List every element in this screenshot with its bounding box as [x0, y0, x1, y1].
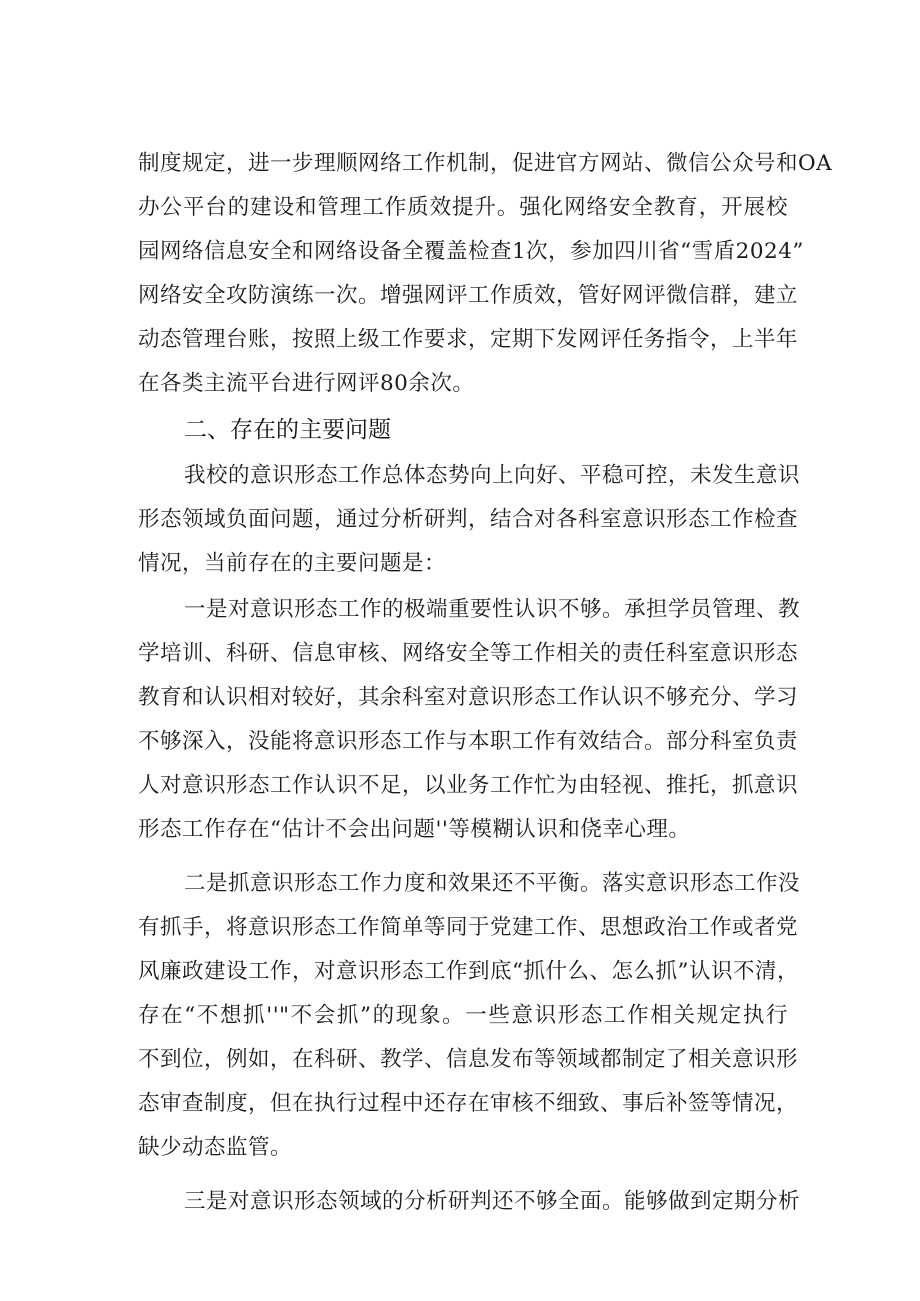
paragraph-line: 制度规定，进一步理顺网络工作机制，促进官方网站、微信公众号和OA: [138, 151, 833, 176]
paragraph-line: 有抓手，将意识形态工作简单等同于党建工作、思想政治工作或者党: [138, 915, 799, 940]
paragraph-line: 一是对意识形态工作的极端重要性认识不够。承担学员管理、教: [184, 597, 801, 622]
paragraph-line: 办公平台的建设和管理工作质效提升。强化网络安全教育，开展校: [138, 195, 788, 220]
paragraph-line: 态审查制度，但在执行过程中还存在审核不细致、事后补签等情况，: [138, 1091, 799, 1116]
section-heading: 二、存在的主要问题: [184, 417, 391, 443]
paragraph-line: 在各类主流平台进行网评80余次。: [138, 371, 475, 396]
paragraph-line: 我校的意识形态工作总体态势向上向好、平稳可控，未发生意识: [184, 463, 801, 488]
paragraph-line: 人对意识形态工作认识不足，以业务工作忙为由轻视、推托，抓意识: [138, 773, 799, 798]
paragraph-line: 不到位，例如，在科研、教学、信息发布等领域都制定了相关意识形: [138, 1047, 799, 1072]
paragraph-line: 存在“不想抓''"不会抓”的现象。一些意识形态工作相关规定执行: [138, 1003, 788, 1028]
paragraph-line: 三是对意识形态领域的分析研判还不够全面。能够做到定期分析: [184, 1189, 801, 1214]
paragraph-line: 不够深入，没能将意识形态工作与本职工作有效结合。部分科室负责: [138, 729, 799, 754]
paragraph-line: 二是抓意识形态工作力度和效果还不平衡。落实意识形态工作没: [184, 871, 801, 896]
paragraph-line: 形态工作存在“估计不会出问题''等模糊认识和侥幸心理。: [138, 817, 691, 842]
paragraph-line: 学培训、科研、信息审核、网络安全等工作相关的责任科室意识形态: [138, 641, 799, 666]
paragraph-line: 园网络信息安全和网络设备全覆盖检查1次，参加四川省“雪盾2024”: [138, 239, 804, 264]
paragraph-line: 情况，当前存在的主要问题是：: [138, 551, 447, 576]
paragraph-line: 动态管理台账，按照上级工作要求，定期下发网评任务指令，上半年: [138, 327, 799, 352]
paragraph-line: 形态领域负面问题，通过分析研判，结合对各科室意识形态工作检查: [138, 507, 799, 532]
paragraph-line: 缺少动态监管。: [138, 1135, 293, 1160]
paragraph-line: 网络安全攻防演练一次。增强网评工作质效，管好网评微信群，建立: [138, 283, 799, 308]
paragraph-line: 风廉政建设工作，对意识形态工作到底“抓什么、怎么抓”认识不清，: [138, 959, 799, 984]
paragraph-line: 教育和认识相对较好，其余科室对意识形态工作认识不够充分、学习: [138, 685, 799, 710]
